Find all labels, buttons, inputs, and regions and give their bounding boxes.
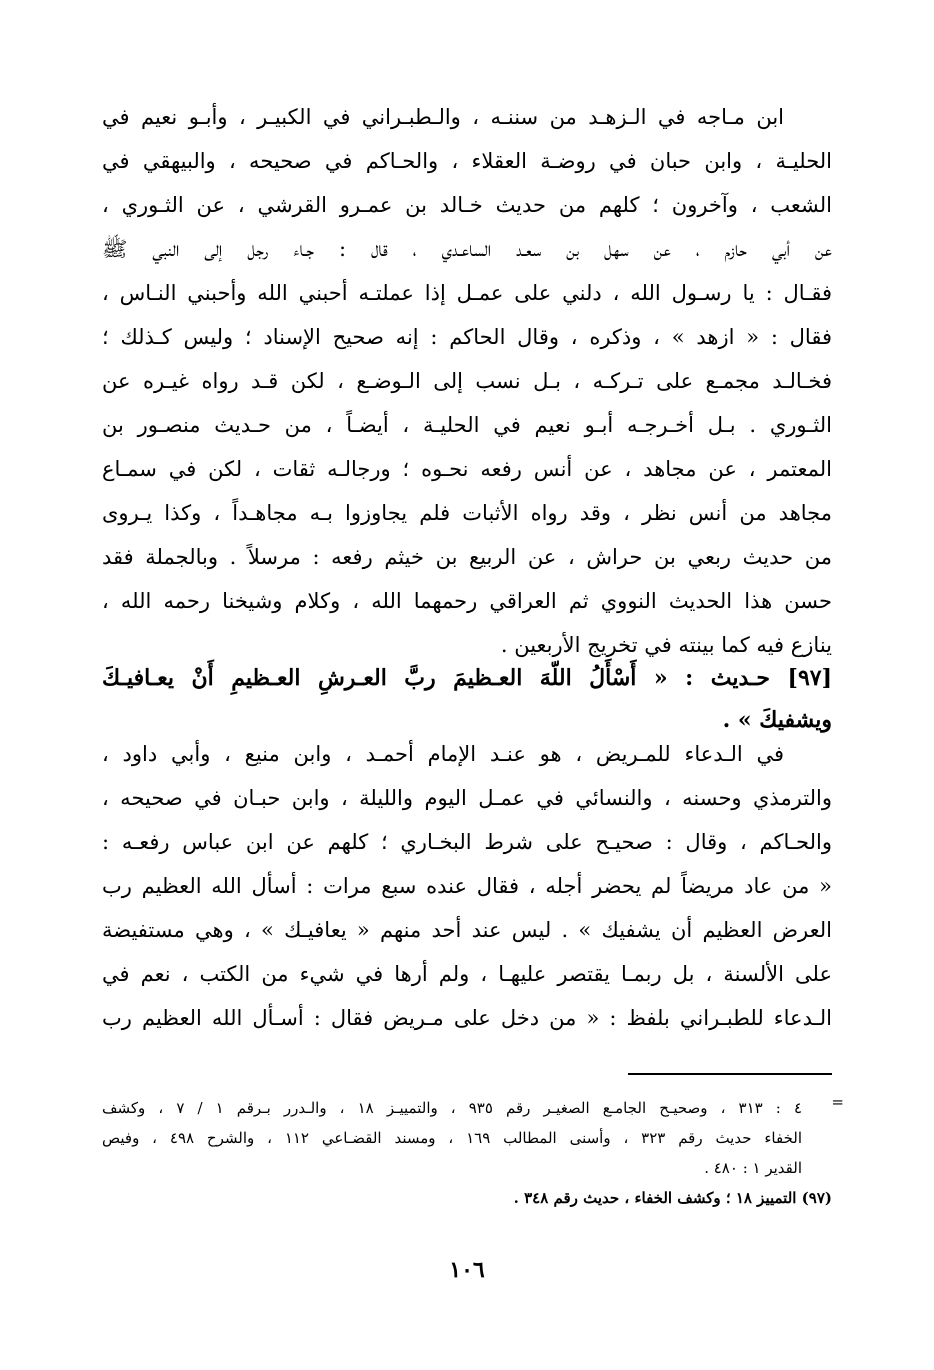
text-line: الثـوري . بـل أخـرجـه أبـو نعيم في الحليـة ، أيضـاً ، من حـديث منصـور بن	[102, 413, 832, 437]
text-line: الـدعاء للطبـراني بلفظ : « من دخل على مـريض فقال : أسـأل الله العظيم رب	[102, 1006, 832, 1030]
text-line: حسن هذا الحديث النووي ثم العراقي رحمهما الله ، وكلام وشيخنا رحمه الله ،	[102, 589, 832, 613]
heading-line: [٩٧] حـديث : « أَسْأَلُ اللّهَ العـظيمَ ربَّ العـرشِ العـظيمِ أَنْ يعـافيـكَ	[102, 665, 832, 691]
footnotes	[102, 1093, 844, 1213]
heading-line: ويشفيكَ » .	[722, 707, 832, 733]
text-line: فقـال : يا رسـول الله ، دلني على عمـل إذا عملتـه أحبني الله وأحبني النـاس ،	[102, 281, 832, 305]
footnote-line: القدير ١ : ٤٨٠ .	[704, 1159, 802, 1177]
continuation-marker: =	[831, 1093, 844, 1111]
text-line: والترمذي وحسنه ، والنسائي في عمـل اليوم والليلة ، وابن حبـان في صحيحه ،	[102, 786, 832, 810]
hadith-heading	[102, 657, 832, 741]
text-line: فخـالـد مجمـع على تـركـه ، بـل نسب إلى الـوضـع ، لكن قـد رواه غيـره عن	[102, 369, 832, 393]
text-line: فقال : « ازهد » ، وذكره ، وقال الحاكم : إنه صحيح الإسناد ؛ وليس كـذلك ؛	[102, 325, 832, 349]
footnote-divider	[628, 1073, 832, 1075]
text-line: العرض العظيم أن يشفيك » . ليس عند أحد منهم « يعافيـك » ، وهي مستفيضة	[102, 918, 832, 942]
footnote-line: ٤ : ٣١٣ ، وصحيـح الجامـع الصغيـر رقم ٩٣٥ ، والتمييـز ١٨ ، والـدرر بـرقم ١ / ٧ ، وكشف	[102, 1099, 803, 1117]
text-line: الحليـة ، وابن حبان في روضـة العقلاء ، والحـاكم في صحيحه ، والبيهقي في	[102, 149, 832, 173]
page-number: ١٠٦	[449, 1257, 485, 1283]
footnote-line: الخفاء حديث رقم ٣٢٣ ، وأسنى المطالب ١٦٩ ، ومسند القضـاعي ١١٢ ، والشرح ٤٩٨ ، وفيص	[102, 1129, 802, 1147]
text-line: ابن مـاجه في الـزهـد من سننـه ، والـطبـراني في الكبيـر ، وأبـو نعيم في	[102, 105, 784, 129]
text-line: والحـاكم ، وقال : صحيـح على شرط البخـاري ؛ كلهم عن ابن عباس رفعـه :	[102, 830, 832, 854]
text-line: المعتمر ، عن مجاهد ، عن أنس رفعه نحـوه ؛ ورجالـه ثقات ، لكن في سمـاع	[102, 457, 832, 481]
text-line: « من عاد مريضاً لم يحضر أجله ، فقال عنده سبع مرات : أسأل الله العظيم رب	[102, 874, 832, 898]
text-line: ينازع فيه كما بينته في تخريج الأربعين .	[500, 633, 832, 657]
footnote-continuation	[102, 1093, 844, 1183]
text-line: عن أبي حازم ، عن سهل بن سعـد الساعـدي ، قال : جـاء رجل إلى النبي ﷺ	[102, 237, 832, 261]
text-line: من حديث ربعي بن حراش ، عن الربيع بن خيثم رفعه : مرسلاً . وبالجملة فقد	[102, 545, 832, 569]
paragraph-1	[102, 95, 832, 667]
footnote-97: (٩٧) التمييز ١٨ ؛ وكشف الخفاء ، حديث رقم ٣٤٨ .	[513, 1189, 832, 1207]
paragraph-2	[102, 732, 832, 1040]
text-line: مجاهد من أنس نظر ، وقد رواه الأثبات فلم يجاوزوا بـه مجاهـداً ، وكذا يـروى	[102, 501, 832, 525]
text-line: على الألسنة ، بل ربمـا يقتصر عليهـا ، ولم أرها في شيء من الكتب ، نعم في	[102, 962, 832, 986]
text-line: الشعب ، وآخرون ؛ كلهم من حديث خـالد بن عمـرو القرشي ، عن الثـوري ،	[102, 193, 832, 217]
text-line: في الـدعاء للمـريض ، هو عنـد الإمام أحمـد ، وابن منيع ، وأبي داود ،	[102, 742, 784, 766]
